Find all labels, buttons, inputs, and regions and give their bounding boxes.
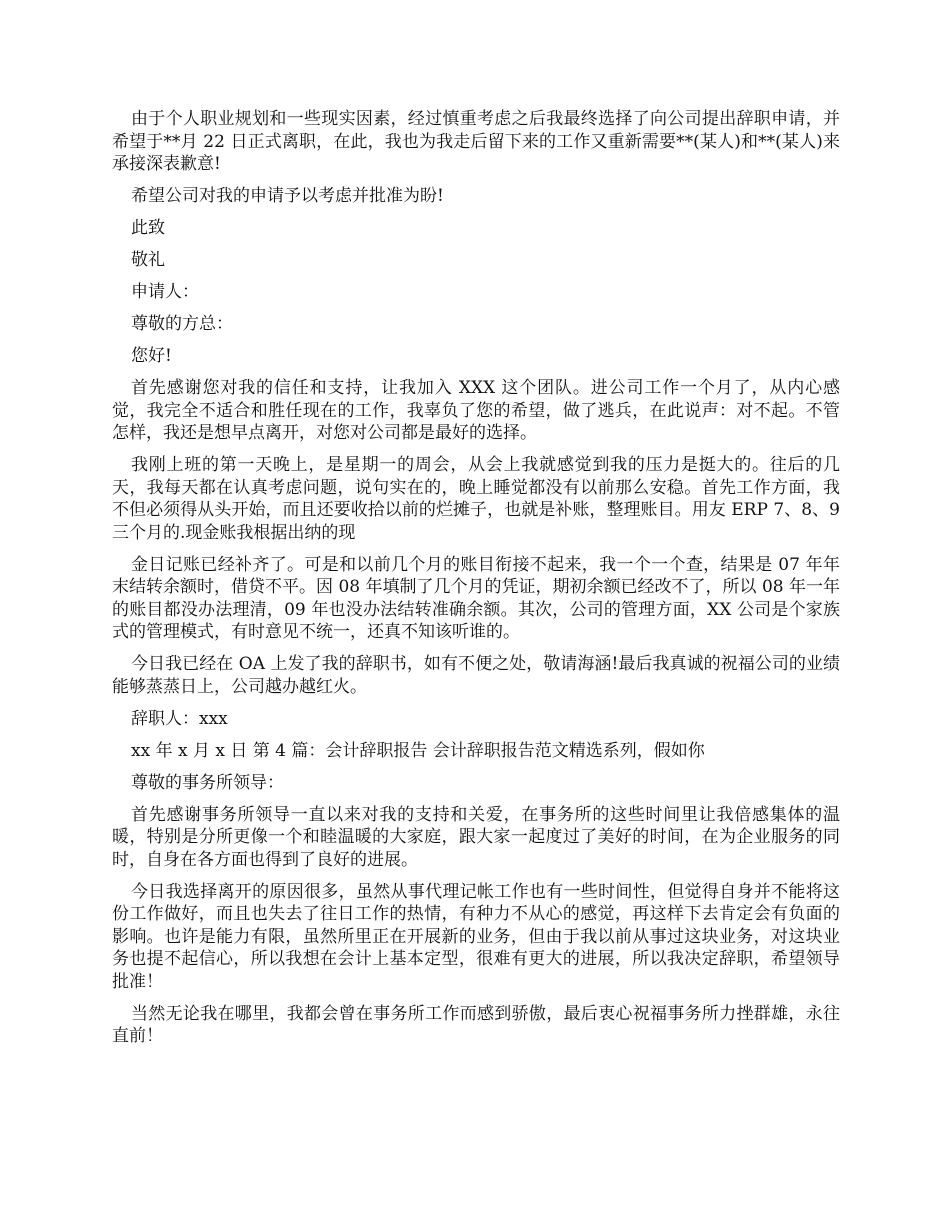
paragraph-thanks-team: 首先感谢您对我的信任和支持，让我加入 XXX 这个团队。进公司工作一个月了，从内心感觉，我完全不适合和胜任现在的工作，我辜负了您的希望，做了逃兵，在此说声：对不起。不管怎样，我还是想早点离开，对您对公司都是最好的选择。 [112,378,840,443]
paragraph-date-heading: xx 年 x 月 x 日 第 4 篇：会计辞职报告 会计辞职报告范文精选系列，假如你 [131,740,705,761]
paragraph-resignation-intent: 由于个人职业规划和一些现实因素，经过慎重考虑之后我最终选择了向公司提出辞职申请，并希望于**月 22 日正式离职，在此，我也为我走后留下来的工作又重新需要**(某人)和**(某人)来承接深表歉意! [112,109,840,174]
paragraph-first-day: 我刚上班的第一天晚上，是星期一的周会，从会上我就感觉到我的压力是挺大的。往后的几天，我每天都在认真考虑问题，说句实在的，晚上睡觉都没有以前那么安稳。首先工作方面，我不但必须得从头开始，而且还要收拾以前的烂摊子，也就是补账，整理账目。用友 ERP 7、8、9 三个月的.现金账我根据出纳的现 [112,455,840,543]
document-body [112,108,840,1057]
paragraph-greeting: 您好! [131,346,172,366]
paragraph-applicant: 申请人： [131,282,199,302]
paragraph-thanks-firm: 首先感谢事务所领导一直以来对我的支持和关爱，在事务所的这些时间里让我倍感集体的温暖，特别是分所更像一个和睦温暖的大家庭，跟大家一起度过了美好的时间，在为企业服务的同时，自身在各方面也得到了良好的进展。 [112,804,840,870]
paragraph-accounts: 金日记账已经补齐了。可是和以前几个月的账目衔接不起来，我一个一个查，结果是 07 年年末结转余额时，借贷不平。因 08 年填制了几个月的凭证，期初余额已经改不了，所以 08 年一年的账目都没办法理清，09 年也没办法结转准确余额。其次，公司的管理方面，XX 公司是个家族式的管理模式，有时意见不统一，还真不知该听谁的。 [112,554,840,642]
paragraph-closing-jingli: 敬礼 [131,250,165,270]
paragraph-resigner: 辞职人：xxx [131,708,228,729]
paragraph-oa-notice: 今日我已经在 OA 上发了我的辞职书，如有不便之处，敬请海涵!最后我真诚的祝福公司的业绩能够蒸蒸日上，公司越办越红火。 [112,654,840,697]
paragraph-final-wishes: 当然无论我在哪里，我都会曾在事务所工作而感到骄傲，最后衷心祝福事务所力挫群雄，永往直前！ [112,1003,840,1046]
paragraph-salutation-fang: 尊敬的方总： [131,314,233,334]
paragraph-request-approval: 希望公司对我的申请予以考虑并批准为盼! [131,186,444,206]
paragraph-closing-cizhi: 此致 [131,218,165,238]
paragraph-salutation-firm: 尊敬的事务所领导： [131,772,284,793]
paragraph-reasons: 今日我选择离开的原因很多，虽然从事代理记帐工作也有一些时间性，但觉得自身并不能将这份工作做好，而且也失去了往日工作的热情，有种力不从心的感觉，再这样下去肯定会有负面的影响。也许是能力有限，虽然所里正在开展新的业务，但由于我以前从事过这块业务，对这块业务也提不起信心，所以我想在会计上基本定型，很难有更大的进展，所以我决定辞职，希望领导批准！ [112,881,840,992]
